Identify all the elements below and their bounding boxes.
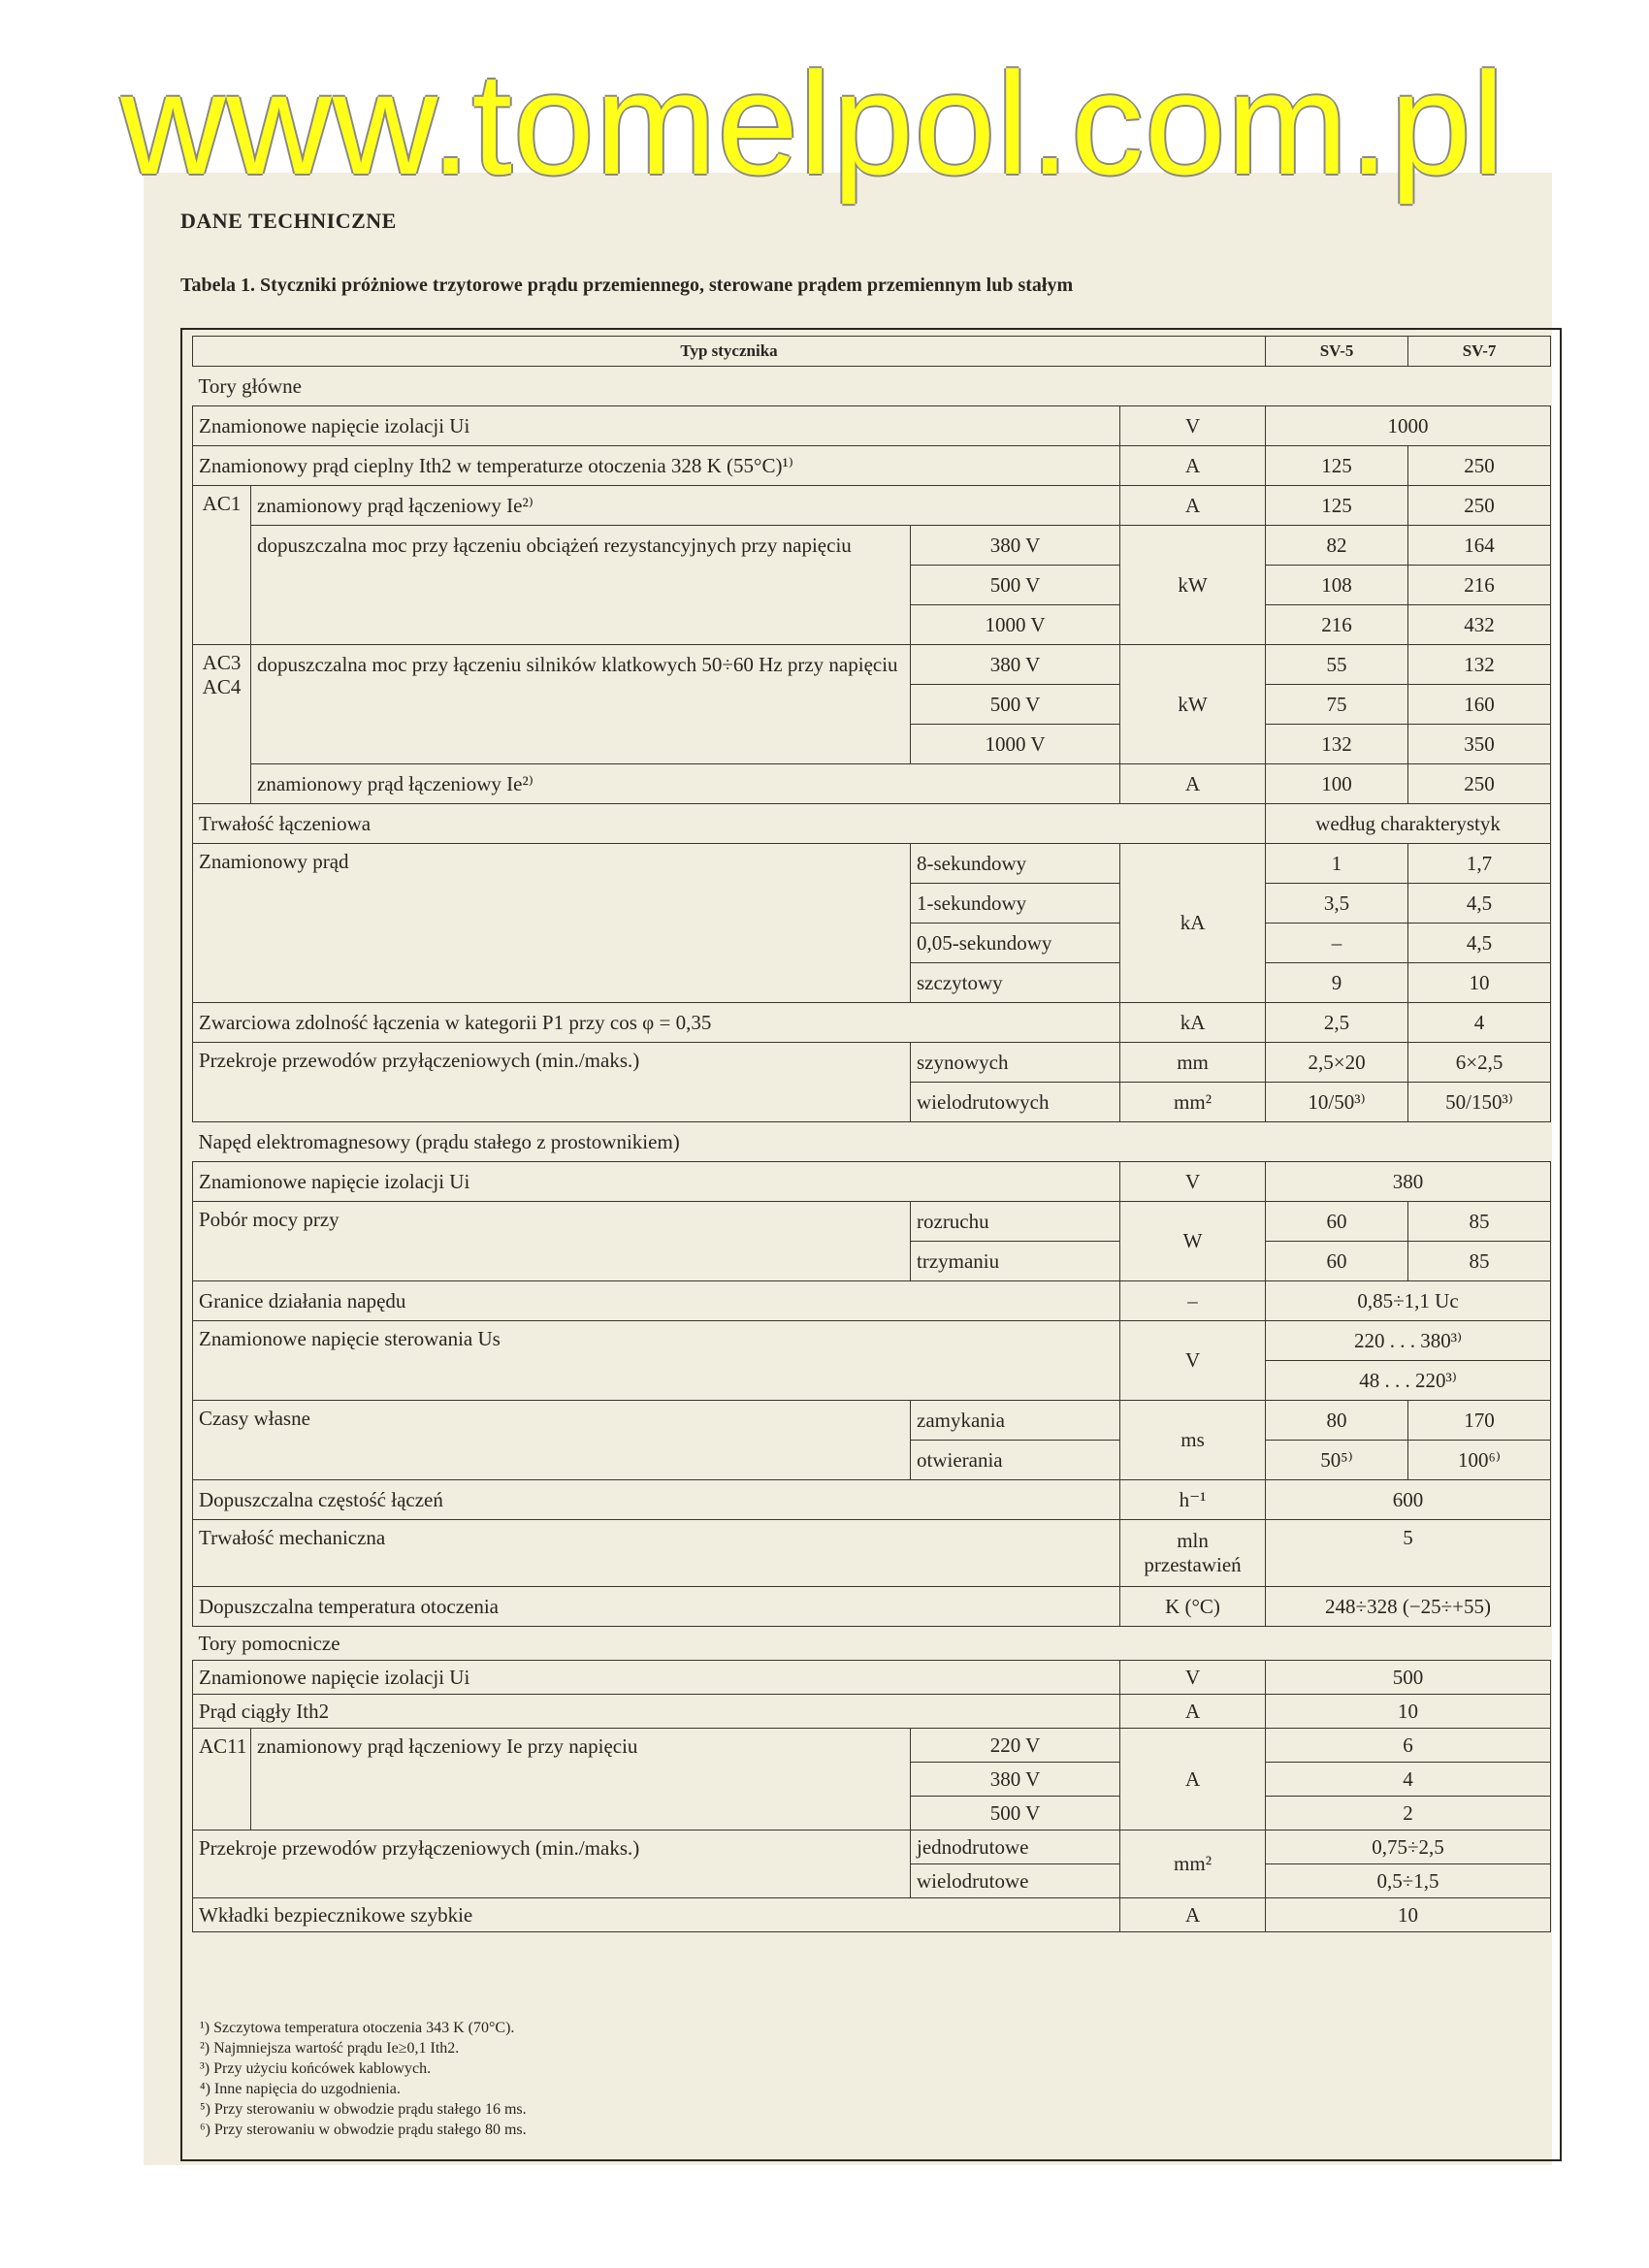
table-cell: 216 [1408,566,1551,605]
table-cell: 248÷328 (−25÷+55) [1266,1587,1551,1627]
table-cell: 600 [1266,1480,1551,1520]
table-cell: – [1120,1281,1266,1321]
table-row [193,1831,1551,1864]
table-cell [1120,1520,1266,1587]
table-cell: 250 [1408,486,1551,526]
table-cell: – [1266,923,1408,963]
table-cell: 4,5 [1408,923,1551,963]
watermark: www.tomelpol.com.pl [120,42,1505,205]
footnote: ²) Najmniejsza wartość prądu Ie≥0,1 Ith2. [200,2040,460,2057]
table-cell: 132 [1408,645,1551,685]
footnote: ⁵) Przy sterowaniu w obwodzie prądu stałego 16 ms. [200,2101,527,2118]
table-cell: mm [1120,1043,1266,1083]
table-row [193,1202,1551,1242]
table-cell: Wkładki bezpiecznikowe szybkie [193,1898,1120,1932]
table-row [193,1480,1551,1520]
table-cell: trzymaniu [911,1242,1120,1281]
table-cell: 2,5×20 [1266,1043,1408,1083]
table-row [193,1520,1551,1587]
table-cell: znamionowy prąd łączeniowy Ie²⁾ [251,764,1120,804]
table-cell: mm² [1120,1831,1266,1898]
page-heading: DANE TECHNICZNE [180,209,397,233]
table-cell: wielodrutowe [911,1864,1120,1898]
table-cell: A [1120,446,1266,486]
table-cell: 1000 V [911,605,1120,645]
table-cell: 125 [1266,446,1408,486]
footnote: ¹) Szczytowa temperatura otoczenia 343 K (70°C). [200,2020,515,2036]
table-cell: 50⁵⁾ [1266,1441,1408,1480]
table-row [193,844,1551,884]
table-row [193,1043,1551,1083]
table-cell: Znamionowe napięcie sterowania Us [193,1321,1120,1401]
table-cell: h⁻¹ [1120,1480,1266,1520]
table-cell: 380 [1266,1162,1551,1202]
section-row [193,367,1551,406]
table-cell: znamionowy prąd łączeniowy Ie²⁾ [251,486,1120,526]
table-row [193,1162,1551,1202]
table-cell: 10 [1266,1695,1551,1729]
table-cell: ms [1120,1401,1266,1480]
table-cell: 10/50³⁾ [1266,1083,1408,1122]
table-cell: A [1120,1898,1266,1932]
table-cell: dopuszczalna moc przy łączeniu silników klatkowych 50÷60 Hz przy napięciu [251,645,911,764]
table-cell: A [1120,764,1266,804]
table-row [193,764,1551,804]
table-cell: 3,5 [1266,884,1408,923]
table-cell: 125 [1266,486,1408,526]
table-cell: kA [1120,844,1266,1003]
table-cell: 170 [1408,1401,1551,1441]
table-cell: 6×2,5 [1408,1043,1551,1083]
table-cell: 380 V [911,526,1120,566]
table-cell: 1 [1266,844,1408,884]
table-cell: 1000 [1266,406,1551,446]
table-cell: kA [1120,1003,1266,1043]
table-cell: 10 [1408,963,1551,1003]
table-cell: szczytowy [911,963,1120,1003]
table-cell: otwierania [911,1441,1120,1480]
table-cell: 108 [1266,566,1408,605]
table-cell: V [1120,1661,1266,1695]
table-cell: Granice działania napędu [193,1281,1120,1321]
table-cell: 500 V [911,566,1120,605]
table-cell: W [1120,1202,1266,1281]
section-row [193,1122,1551,1162]
table-cell: Znamionowe napięcie izolacji Ui [193,1162,1120,1202]
table-row [193,486,1551,526]
table-row [193,645,1551,685]
table-cell: 220 . . . 380³⁾ [1266,1321,1551,1361]
table-row [193,1281,1551,1321]
footnote: ³) Przy użyciu końcówek kablowych. [200,2060,432,2077]
table-cell: 82 [1266,526,1408,566]
section-title: Napęd elektromagnesowy (prądu stałego z prostownikiem) [193,1122,1551,1162]
table-cell: 4 [1266,1763,1551,1797]
table-cell: szynowych [911,1043,1120,1083]
table-cell: 2,5 [1266,1003,1408,1043]
table-row [193,1401,1551,1441]
table-cell: 500 V [911,1797,1120,1831]
table-cell: A [1120,486,1266,526]
table-cell: 60 [1266,1202,1408,1242]
table-cell: 9 [1266,963,1408,1003]
table-cell: 164 [1408,526,1551,566]
table-cell: 85 [1408,1202,1551,1242]
table-cell: 80 [1266,1401,1408,1441]
table-cell: 1-sekundowy [911,884,1120,923]
table-cell: 500 V [911,685,1120,725]
unit-line: mln [1177,1529,1209,1552]
table-cell: 500 [1266,1661,1551,1695]
table-cell: 432 [1408,605,1551,645]
table-cell: 0,85÷1,1 Uc [1266,1281,1551,1321]
table-cell: 350 [1408,725,1551,764]
footnote: ⁶) Przy sterowaniu w obwodzie prądu stałego 80 ms. [200,2122,527,2138]
table-cell: 50/150³⁾ [1408,1083,1551,1122]
technical-data-table-frame [180,328,1562,2161]
unit-line: przestawień [1144,1553,1242,1576]
table-cell: Prąd ciągły Ith2 [193,1695,1120,1729]
table-cell: A [1120,1729,1266,1831]
table-cell: 1,7 [1408,844,1551,884]
table-cell: 4 [1408,1003,1551,1043]
table-cell: kW [1120,645,1266,764]
table-cell: według charakterystyk [1266,804,1551,844]
table-cell: 160 [1408,685,1551,725]
table-cell: Trwałość łączeniowa [193,804,1266,844]
table-cell: 100⁶⁾ [1408,1441,1551,1480]
footnote: ⁴) Inne napięcia do uzgodnienia. [200,2081,401,2097]
table-cell: 5 [1266,1520,1551,1587]
table-row [193,1695,1551,1729]
table-cell: Dopuszczalna częstość łączeń [193,1480,1120,1520]
table-cell: dopuszczalna moc przy łączeniu obciążeń rezystancyjnych przy napięciu [251,526,911,645]
table-cell: mm² [1120,1083,1266,1122]
table-cell: Znamionowe napięcie izolacji Ui [193,406,1120,446]
table-cell: Zwarciowa zdolność łączenia w kategorii P1 przy cos φ = 0,35 [193,1003,1120,1043]
table-cell: rozruchu [911,1202,1120,1242]
table-cell: Znamionowe napięcie izolacji Ui [193,1661,1120,1695]
category-label: AC1 [193,486,251,645]
table-cell: V [1120,406,1266,446]
table-row [193,1898,1551,1932]
table-cell [193,645,251,804]
header-type: Typ stycznika [193,337,1266,367]
table-row [193,1321,1551,1361]
table-row [193,1729,1551,1763]
section-title: Tory pomocnicze [193,1627,1551,1661]
table-cell: 132 [1266,725,1408,764]
table-cell: 380 V [911,645,1120,685]
category-label: AC4 [202,675,242,698]
table-cell: 60 [1266,1242,1408,1281]
table-header-row [193,337,1551,367]
table-cell: kW [1120,526,1266,645]
table-cell: K (°C) [1120,1587,1266,1627]
table-cell: 100 [1266,764,1408,804]
technical-data-table [192,336,1551,1932]
table-row [193,1587,1551,1627]
table-row [193,1003,1551,1043]
table-cell: Przekroje przewodów przyłączeniowych (min./maks.) [193,1831,911,1898]
table-cell: zamykania [911,1401,1120,1441]
table-cell: 250 [1408,764,1551,804]
table-cell: 380 V [911,1763,1120,1797]
footnotes [200,2018,527,2140]
table-row [193,526,1551,566]
table-cell: Dopuszczalna temperatura otoczenia [193,1587,1120,1627]
table-cell: 250 [1408,446,1551,486]
table-cell: 0,75÷2,5 [1266,1831,1551,1864]
table-cell: 8-sekundowy [911,844,1120,884]
table-cell: Znamionowy prąd [193,844,911,1003]
table-cell: V [1120,1321,1266,1401]
table-cell: znamionowy prąd łączeniowy Ie przy napięciu [251,1729,911,1831]
section-title: Tory główne [193,367,1551,406]
table-caption: Tabela 1. Styczniki próżniowe trzytorowe prądu przemiennego, sterowane prądem przemiennym lub stałym [180,275,1074,296]
table-cell: 216 [1266,605,1408,645]
table-cell: wielodrutowych [911,1083,1120,1122]
table-cell: jednodrutowe [911,1831,1120,1864]
table-cell: Znamionowy prąd cieplny Ith2 w temperaturze otoczenia 328 K (55°C)¹⁾ [193,446,1120,486]
table-row [193,804,1551,844]
table-cell: 220 V [911,1729,1120,1763]
table-cell: 0,05-sekundowy [911,923,1120,963]
table-cell: 55 [1266,645,1408,685]
table-cell: 0,5÷1,5 [1266,1864,1551,1898]
section-row [193,1627,1551,1661]
table-row [193,446,1551,486]
table-cell: Pobór mocy przy [193,1202,911,1281]
category-label: AC3 [202,651,242,674]
table-cell: A [1120,1695,1266,1729]
table-cell: 2 [1266,1797,1551,1831]
table-cell: V [1120,1162,1266,1202]
table-row [193,1661,1551,1695]
table-cell: 1000 V [911,725,1120,764]
table-cell: Przekroje przewodów przyłączeniowych (min./maks.) [193,1043,911,1122]
table-cell: 10 [1266,1898,1551,1932]
category-label: AC11 [193,1729,251,1831]
table-cell: 48 . . . 220³⁾ [1266,1361,1551,1401]
header-sv5: SV-5 [1266,337,1408,367]
table-cell: 75 [1266,685,1408,725]
table-cell: 85 [1408,1242,1551,1281]
table-cell: Czasy własne [193,1401,911,1480]
header-sv7: SV-7 [1408,337,1551,367]
table-cell: 6 [1266,1729,1551,1763]
table-row [193,406,1551,446]
table-cell: Trwałość mechaniczna [193,1520,1120,1587]
table-cell: 4,5 [1408,884,1551,923]
